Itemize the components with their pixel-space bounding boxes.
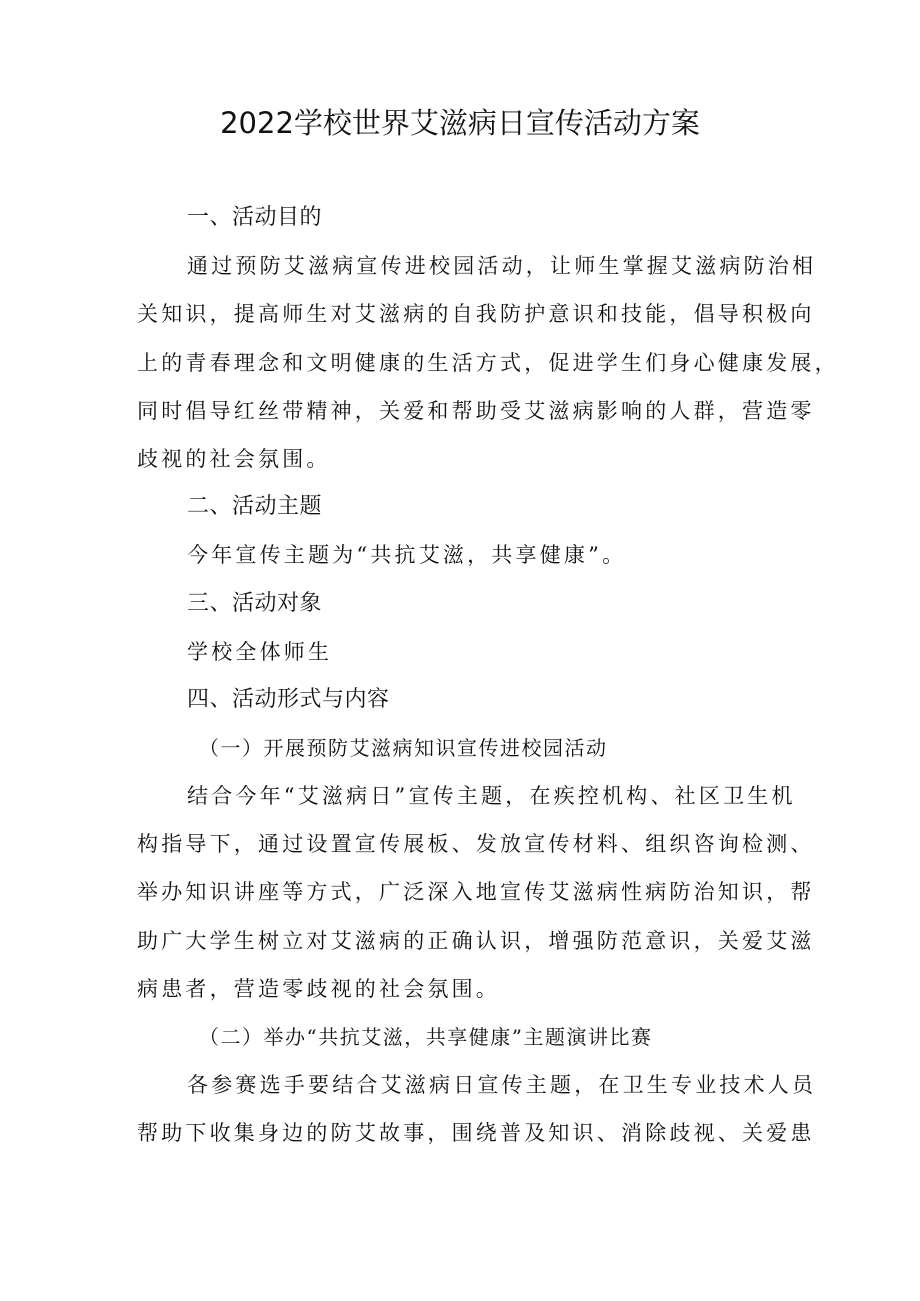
paragraph-line: 同时倡导红丝带精神，关爱和帮助受艾滋病影响的人群，营造零	[137, 399, 815, 423]
paragraph-line: 通过预防艾滋病宣传进校园活动，让师生掌握艾滋病防治相	[187, 254, 817, 278]
section-heading-purpose: 一、活动目的	[187, 205, 323, 230]
paragraph-line: 助广大学生树立对艾滋病的正确认识，增强防范意识，关爱艾滋	[137, 929, 815, 953]
paragraph-line: 各参赛选手要结合艾滋病日宣传主题，在卫生专业技术人员	[187, 1073, 817, 1097]
paragraph-line: 关知识，提高师生对艾滋病的自我防护意识和技能，倡导积极向	[137, 302, 815, 326]
section-heading-target: 三、活动对象	[187, 591, 323, 616]
paragraph-line: 歧视的社会氛围。	[137, 447, 331, 471]
paragraph-line: 学校全体师生	[187, 640, 333, 664]
subsection-title-1: （一）开展预防艾滋病知识宣传进校园活动	[199, 736, 608, 760]
paragraph-line: 上的青春理念和文明健康的生活方式，促进学生们身心健康发展，	[137, 351, 839, 375]
paragraph-line: 今年宣传主题为“共抗艾滋，共享健康”。	[187, 543, 627, 567]
section-heading-form-content: 四、活动形式与内容	[187, 687, 390, 712]
paragraph-line: 病患者，营造零歧视的社会氛围。	[137, 977, 500, 1001]
document-title: 2022学校世界艾滋病日宣传活动方案	[220, 106, 700, 140]
paragraph-line: 举办知识讲座等方式，广泛深入地宣传艾滋病性病防治知识，帮	[137, 880, 815, 904]
subsection-title-2: （二）举办“共抗艾滋，共享健康”主题演讲比赛	[199, 1025, 653, 1049]
paragraph-line: 帮助下收集身边的防艾故事，围绕普及知识、消除歧视、关爱患	[137, 1121, 815, 1145]
paragraph-line: 结合今年“艾滋病日”宣传主题，在疾控机构、社区卫生机	[187, 784, 796, 808]
section-heading-theme: 二、活动主题	[187, 494, 323, 519]
paragraph-line: 构指导下，通过设置宣传展板、发放宣传材料、组织咨询检测、	[137, 832, 815, 856]
